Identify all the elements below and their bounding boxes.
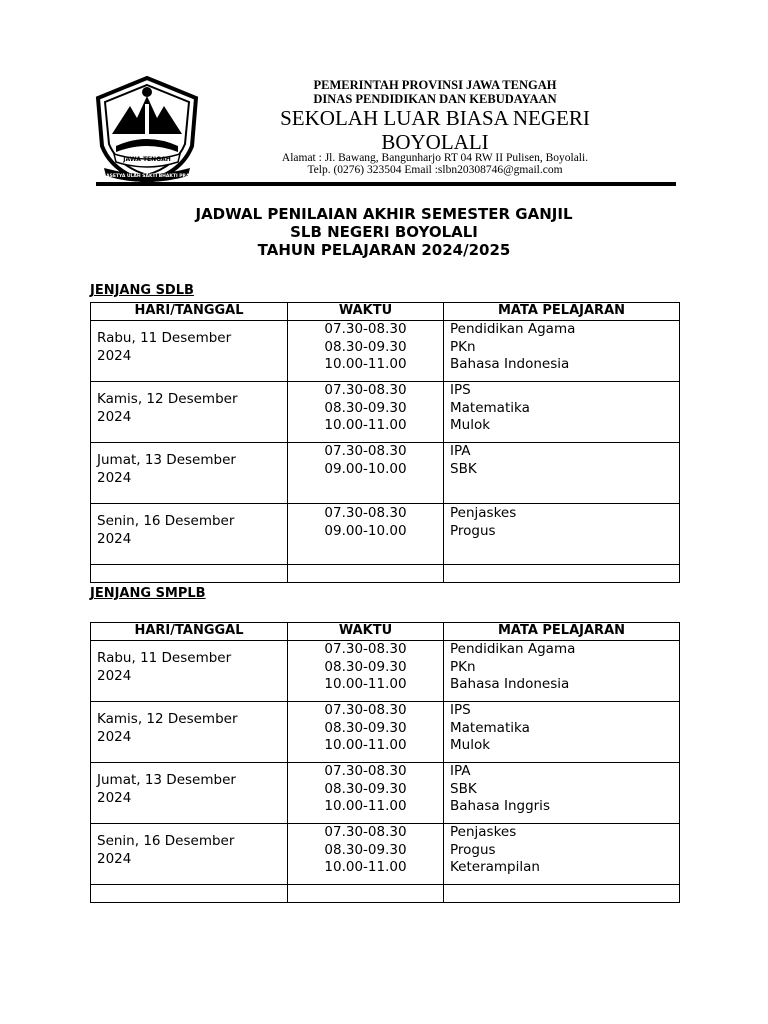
day-name: Senin, 16 Desember	[97, 513, 235, 529]
government-line: PEMERINTAH PROVINSI JAWA TENGAH	[313, 78, 557, 92]
day-cell	[91, 641, 288, 702]
time-slot: 10.00-11.00	[324, 859, 407, 876]
time-slot: 08.30-09.30	[324, 658, 407, 675]
time-slot: 07.30-08.30	[324, 702, 407, 718]
academic-year: TAHUN PELAJARAN 2024/2025	[257, 241, 511, 259]
time-slot: 07.30-08.30	[324, 824, 407, 840]
day-year: 2024	[97, 851, 132, 867]
subject: SBK	[450, 460, 477, 477]
subject: IPA	[450, 763, 471, 779]
column-header-subject: MATA PELAJARAN	[444, 303, 680, 321]
column-header-day: HARI/TANGGAL	[91, 623, 288, 641]
time-cell	[288, 763, 444, 824]
time-slot: 07.30-08.30	[324, 321, 407, 337]
school-contact: Telp. (0276) 323504 Email :slbn20308746@gmail.com	[307, 164, 563, 176]
time-cell	[288, 382, 444, 443]
day-year: 2024	[97, 668, 132, 684]
time-slot: 10.00-11.00	[324, 356, 407, 373]
time-slot: 10.00-11.00	[324, 798, 407, 815]
day-cell	[91, 824, 288, 885]
subject: IPS	[450, 382, 471, 398]
empty-cell	[91, 885, 288, 903]
day-year: 2024	[97, 729, 132, 745]
column-header-time: WAKTU	[288, 623, 444, 641]
column-header-time: WAKTU	[288, 303, 444, 321]
day-name: Jumat, 13 Desember	[97, 452, 236, 468]
day-cell	[91, 504, 288, 565]
table-row	[91, 321, 680, 382]
table-row	[91, 824, 680, 885]
subject-cell	[444, 824, 680, 885]
table-header-row	[91, 303, 680, 321]
empty-cell	[288, 565, 444, 583]
table-header-row	[91, 623, 680, 641]
time-cell	[288, 641, 444, 702]
table-row	[91, 382, 680, 443]
column-header-subject: MATA PELAJARAN	[444, 623, 680, 641]
time-slot: 08.30-09.30	[324, 841, 407, 858]
empty-cell	[444, 565, 680, 583]
subject: PKn	[450, 658, 476, 675]
day-name: Kamis, 12 Desember	[97, 391, 238, 407]
empty-cell	[288, 885, 444, 903]
subject-cell	[444, 641, 680, 702]
time-slot: 08.30-09.30	[324, 719, 407, 736]
department-line: DINAS PENDIDIKAN DAN KEBUDAYAAN	[313, 92, 557, 106]
time-slot: 10.00-11.00	[324, 737, 407, 754]
day-name: Kamis, 12 Desember	[97, 711, 238, 727]
subject: Keterampilan	[450, 859, 540, 876]
time-cell	[288, 321, 444, 382]
subject: Penjaskes	[450, 824, 517, 840]
subject: Bahasa Indonesia	[450, 356, 570, 373]
subject: Progus	[450, 841, 496, 858]
time-slot: 10.00-11.00	[324, 676, 407, 693]
subject: Matematika	[450, 399, 530, 416]
table-row	[91, 443, 680, 504]
time-slot: 07.30-08.30	[324, 382, 407, 398]
subject: Mulok	[450, 737, 491, 754]
day-year: 2024	[97, 470, 132, 486]
time-slot: 09.00-10.00	[324, 460, 407, 477]
table-row	[91, 763, 680, 824]
document-title: JADWAL PENILAIAN AKHIR SEMESTER GANJIL	[195, 205, 573, 223]
subject: Bahasa Inggris	[450, 798, 550, 815]
subject: Penjaskes	[450, 505, 517, 521]
school-name: SEKOLAH LUAR BIASA NEGERI	[280, 106, 590, 130]
day-cell	[91, 443, 288, 504]
document-subtitle: SLB NEGERI BOYOLALI	[290, 223, 478, 241]
day-year: 2024	[97, 409, 132, 425]
day-name: Jumat, 13 Desember	[97, 772, 236, 788]
subject: Matematika	[450, 719, 530, 736]
emblem-ribbon-text: JAWA TENGAH	[123, 156, 171, 163]
time-slot: 07.30-08.30	[324, 641, 407, 657]
jawa-tengah-emblem-icon	[92, 76, 202, 184]
time-slot: 08.30-09.30	[324, 780, 407, 797]
subject: Progus	[450, 522, 496, 539]
subject: IPS	[450, 702, 471, 718]
table-row	[91, 641, 680, 702]
day-cell	[91, 382, 288, 443]
table-row	[91, 504, 680, 565]
day-year: 2024	[97, 348, 132, 364]
time-slot: 07.30-08.30	[324, 505, 407, 521]
time-cell	[288, 504, 444, 565]
time-slot: 07.30-08.30	[324, 443, 407, 459]
section-label-sdlb: JENJANG SDLB	[90, 283, 194, 298]
subject-cell	[444, 702, 680, 763]
table-row	[91, 702, 680, 763]
schedule-table-smplb	[90, 622, 680, 903]
empty-row	[91, 565, 680, 583]
day-year: 2024	[97, 790, 132, 806]
time-cell	[288, 824, 444, 885]
time-slot: 07.30-08.30	[324, 763, 407, 779]
section-label-smplb: JENJANG SMPLB	[90, 586, 206, 601]
day-name: Senin, 16 Desember	[97, 833, 235, 849]
schedule-table-sdlb	[90, 302, 680, 583]
empty-cell	[91, 565, 288, 583]
subject: Bahasa Indonesia	[450, 676, 570, 693]
subject: Pendidikan Agama	[450, 641, 576, 657]
school-city: BOYOLALI	[381, 130, 489, 154]
day-cell	[91, 321, 288, 382]
empty-row	[91, 885, 680, 903]
day-year: 2024	[97, 531, 132, 547]
time-slot: 09.00-10.00	[324, 522, 407, 539]
school-address: Alamat : Jl. Bawang, Bangunharjo RT 04 RW II Pulisen, Boyolali.	[281, 152, 589, 164]
subject-cell	[444, 321, 680, 382]
subject: SBK	[450, 780, 477, 797]
day-name: Rabu, 11 Desember	[97, 330, 232, 346]
subject-cell	[444, 382, 680, 443]
time-cell	[288, 443, 444, 504]
letterhead-divider	[96, 182, 676, 186]
subject-cell	[444, 763, 680, 824]
subject: PKn	[450, 338, 476, 355]
subject: IPA	[450, 443, 471, 459]
time-slot: 10.00-11.00	[324, 417, 407, 434]
time-cell	[288, 702, 444, 763]
column-header-day: HARI/TANGGAL	[91, 303, 288, 321]
day-cell	[91, 702, 288, 763]
subject: Mulok	[450, 417, 491, 434]
subject: Pendidikan Agama	[450, 321, 576, 337]
empty-cell	[444, 885, 680, 903]
subject-cell	[444, 443, 680, 504]
subject-cell	[444, 504, 680, 565]
emblem-motto-text: PRASETYA ULAH SAKTI BHAKTI PRAJA	[99, 174, 195, 179]
day-cell	[91, 763, 288, 824]
time-slot: 08.30-09.30	[324, 338, 407, 355]
day-name: Rabu, 11 Desember	[97, 650, 232, 666]
time-slot: 08.30-09.30	[324, 399, 407, 416]
